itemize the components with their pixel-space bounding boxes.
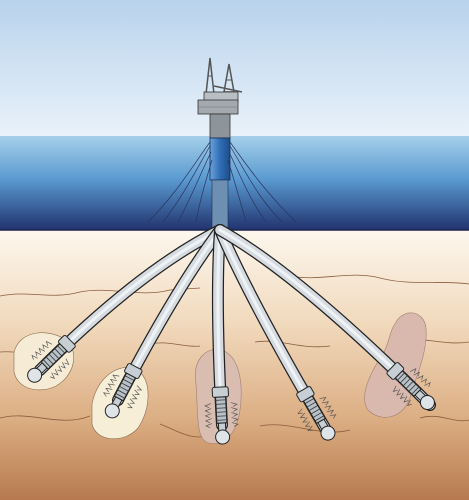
sky	[0, 0, 469, 138]
platform-riser-bundle	[212, 180, 228, 230]
platform-jacket	[210, 138, 230, 180]
sea	[0, 136, 469, 232]
platform-column	[210, 114, 230, 138]
